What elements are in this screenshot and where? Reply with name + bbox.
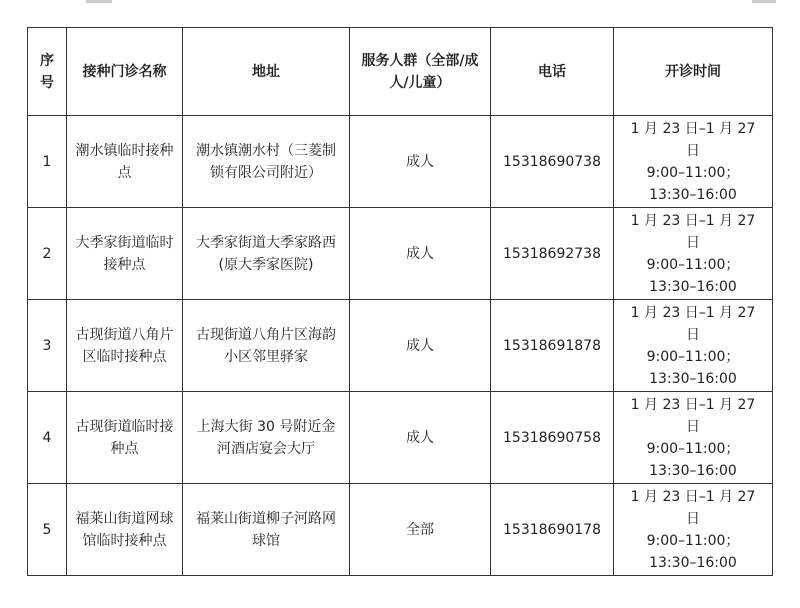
table-header-row bbox=[28, 28, 773, 116]
table-row bbox=[28, 208, 773, 300]
row-index: 3 bbox=[28, 300, 67, 392]
afternoon-hours: 13:30–16:00 bbox=[649, 554, 737, 571]
site-address: 福莱山街道柳子河路网球馆 bbox=[183, 484, 350, 576]
service-group: 成人 bbox=[350, 208, 491, 300]
table-row bbox=[28, 484, 773, 576]
site-name: 潮水镇临时接种点 bbox=[67, 116, 183, 208]
phone-number: 15318690738 bbox=[491, 116, 614, 208]
site-name: 福莱山街道网球馆临时接种点 bbox=[67, 484, 183, 576]
site-name: 大季家街道临时接种点 bbox=[67, 208, 183, 300]
table-row bbox=[28, 116, 773, 208]
site-name: 古现街道八角片区临时接种点 bbox=[67, 300, 183, 392]
header-index: 序号 bbox=[28, 28, 67, 116]
opening-hours bbox=[614, 484, 773, 576]
date-range: 1 月 23 日–1 月 27 日 bbox=[630, 488, 756, 527]
morning-hours: 9:00–11:00； bbox=[646, 440, 740, 457]
afternoon-hours: 13:30–16:00 bbox=[649, 278, 737, 295]
date-range: 1 月 23 日–1 月 27 日 bbox=[630, 396, 756, 435]
date-range: 1 月 23 日–1 月 27 日 bbox=[630, 212, 756, 251]
afternoon-hours: 13:30–16:00 bbox=[649, 186, 737, 203]
top-left-divider bbox=[86, 0, 112, 3]
opening-hours bbox=[614, 116, 773, 208]
service-group: 成人 bbox=[350, 300, 491, 392]
header-phone: 电话 bbox=[491, 28, 614, 116]
site-address: 潮水镇潮水村（三菱制锁有限公司附近） bbox=[183, 116, 350, 208]
afternoon-hours: 13:30–16:00 bbox=[649, 370, 737, 387]
service-group: 成人 bbox=[350, 392, 491, 484]
row-index: 2 bbox=[28, 208, 67, 300]
morning-hours: 9:00–11:00； bbox=[646, 348, 740, 365]
table-row bbox=[28, 392, 773, 484]
row-index: 4 bbox=[28, 392, 67, 484]
morning-hours: 9:00–11:00； bbox=[646, 164, 740, 181]
row-index: 1 bbox=[28, 116, 67, 208]
header-address: 地址 bbox=[183, 28, 350, 116]
header-service-group: 服务人群（全部/成人/儿童） bbox=[350, 28, 491, 116]
table-row bbox=[28, 300, 773, 392]
site-address: 大季家街道大季家路西(原大季家医院) bbox=[183, 208, 350, 300]
phone-number: 15318691878 bbox=[491, 300, 614, 392]
site-address: 古现街道八角片区海韵小区邻里驿家 bbox=[183, 300, 350, 392]
header-hours: 开诊时间 bbox=[614, 28, 773, 116]
phone-number: 15318690178 bbox=[491, 484, 614, 576]
date-range: 1 月 23 日–1 月 27 日 bbox=[630, 304, 756, 343]
phone-number: 15318690758 bbox=[491, 392, 614, 484]
vaccination-sites-table bbox=[27, 27, 773, 576]
top-right-divider bbox=[752, 0, 776, 3]
row-index: 5 bbox=[28, 484, 67, 576]
opening-hours bbox=[614, 300, 773, 392]
header-site-name: 接种门诊名称 bbox=[67, 28, 183, 116]
service-group: 全部 bbox=[350, 484, 491, 576]
site-name: 古现街道临时接种点 bbox=[67, 392, 183, 484]
morning-hours: 9:00–11:00； bbox=[646, 532, 740, 549]
date-range: 1 月 23 日–1 月 27 日 bbox=[630, 120, 756, 159]
opening-hours bbox=[614, 208, 773, 300]
morning-hours: 9:00–11:00； bbox=[646, 256, 740, 273]
opening-hours bbox=[614, 392, 773, 484]
site-address: 上海大街 30 号附近金河酒店宴会大厅 bbox=[183, 392, 350, 484]
afternoon-hours: 13:30–16:00 bbox=[649, 462, 737, 479]
service-group: 成人 bbox=[350, 116, 491, 208]
phone-number: 15318692738 bbox=[491, 208, 614, 300]
